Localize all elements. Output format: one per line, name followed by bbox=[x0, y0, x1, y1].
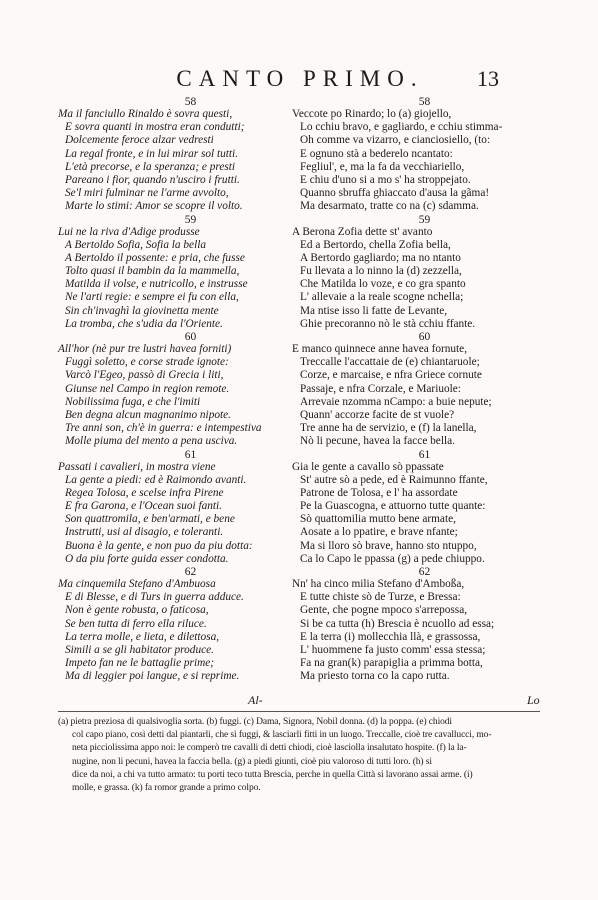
footnotes bbox=[58, 716, 542, 795]
verse-line: Buona è la gente, e non puo da piu dotta: bbox=[65, 539, 253, 552]
verse-line: Gente, che pogne mpoco s'arrepossa, bbox=[300, 604, 468, 617]
verse-line: Impeto fan ne le battaglie prime; bbox=[65, 657, 215, 670]
verse-line: L'età precorse, e la speranza; e presti bbox=[65, 160, 236, 173]
verse-line: E manco quinnece anne havea fornute, bbox=[292, 343, 468, 355]
verse-line: Nn' ha cinco milia Stefano d'Amboßa, bbox=[292, 578, 465, 590]
verse-line: A Bertoldo il possente: e pria, che fusse bbox=[65, 251, 245, 264]
verse-line: Tre anni son, ch'è in guerra: e intempestiva bbox=[65, 422, 262, 435]
verse-line: Sò quattomilia mutto bene armate, bbox=[300, 513, 456, 526]
verse-line: Se'l miri fulminar ne l'arme avvolto, bbox=[65, 187, 229, 200]
verse-line: La tromba, che s'udia da l'Oriente. bbox=[65, 317, 223, 330]
verse-line: Nobilissima fuga, e che l'imiti bbox=[65, 395, 201, 408]
page-number: 13 bbox=[477, 66, 499, 91]
verse-line: Instrutti, usi al disagio, e toleranti. bbox=[65, 526, 224, 539]
verse-line: Ma ntise isso li fatte de Levante, bbox=[300, 304, 448, 317]
verse-line: All'hor (nè pur tre lustri havea forniti) bbox=[58, 343, 232, 355]
verse-line: Passati i cavalieri, in mostra viene bbox=[58, 460, 216, 473]
verse-line: Simili a se gli habitator produce. bbox=[65, 643, 214, 656]
verse-line: Fegliul', e, ma la fa da vecchiariello, bbox=[300, 160, 465, 173]
verse-line: L' huommene fa justo comm' essa stessa; bbox=[300, 643, 486, 656]
verse-line: Ma di leggier poi langue, e si reprime. bbox=[65, 670, 240, 683]
verse-line: Giunse nel Campo in region remote. bbox=[65, 382, 230, 395]
verse-line: Aosate a lo ppatire, e brave nfante; bbox=[300, 526, 458, 539]
verse-line: St' autre sò a pede, ed è Raimunno ffante, bbox=[300, 473, 488, 486]
verse-line: Arrevaie nzomma nCampo: a buie nepute; bbox=[300, 395, 492, 408]
stanza-number: 61 bbox=[418, 448, 431, 461]
verse-line: La gente a piedi: ed è Raimondo avanti. bbox=[65, 473, 247, 486]
verse-line: Ma priesto torna co la capo rutta. bbox=[300, 670, 450, 683]
verse-line: Veccote po Rinardo; lo (a) giojello, bbox=[292, 108, 452, 120]
footnote-line: (a) pietra preziosa di qualsivoglia sorta. (b) fuggi. (c) Dama, Signora, Nobil donna. (d) la poppa. (e) chiodi bbox=[58, 717, 452, 727]
verse-line: Dolcemente feroce alzar vedresti bbox=[65, 134, 214, 147]
verse-line: Tre anne ha de servizio, e (f) la lanella, bbox=[300, 422, 477, 435]
verse-line: Treccalle l'accattaie de (e) chiantaruole; bbox=[300, 356, 480, 369]
stanza-number: 60 bbox=[418, 331, 431, 343]
stanza-number: 58 bbox=[418, 96, 431, 108]
verse-line: E tutte chiste sò de Turze, e Bressa: bbox=[300, 591, 461, 604]
verse-line: E sovra quanti in mostra eran condutti; bbox=[65, 121, 245, 134]
stanza-number: 62 bbox=[184, 566, 197, 578]
verse-line: Pareano i fior, quando n'usciro i frutti. bbox=[65, 173, 240, 186]
verse-line: Fa na gran(k) parapiglia a primma botta, bbox=[300, 657, 483, 670]
footnote-line: dice da noi, a chi va tutto armato: tu porti teco tutta Brescia, perche in quella Città si lavorano assai arme. (i) bbox=[72, 769, 473, 780]
verse-line: La terra molle, e lieta, e dilettosa, bbox=[65, 630, 220, 643]
verse-line: Lo cchiu bravo, e gagliardo, e cchiu stimma- bbox=[300, 121, 503, 134]
verse-line: Ma desarmato, tratte co na (c) sdamma. bbox=[300, 200, 479, 213]
verse-line: Ma si lloro sò brave, hanno sto ntuppo, bbox=[300, 539, 477, 552]
verse-line: Matilda il volse, e nutricollo, e instrusse bbox=[65, 278, 248, 291]
verse-line: E ognuno stà a bederelo ncantato: bbox=[300, 147, 453, 160]
verse-line: A Bertoldo Sofia, Sofia la bella bbox=[65, 238, 206, 251]
footnote-line: neta picciolissima appo noi: le comperò tre cavalli di detti chiodi, cioè lasciolla insalutato hospite. (f) la la- bbox=[72, 743, 467, 754]
verse-line: Patrone de Tolosa, e l' ha assordate bbox=[300, 486, 458, 499]
verse-line: Non è gente robusta, o faticosa, bbox=[65, 604, 209, 617]
verse-line: Varcò l'Egeo, passò di Grecia i liti, bbox=[65, 369, 224, 382]
verse-line: Son quattromila, e ben'armati, e bene bbox=[65, 513, 235, 526]
stanza-number: 61 bbox=[184, 448, 197, 461]
verse-line: Nò li pecune, havea la facce bella. bbox=[300, 435, 455, 448]
stanza-number: 60 bbox=[184, 331, 197, 343]
verse-line: Pe la Guascogna, e attuorno tutte quante: bbox=[300, 500, 486, 513]
footnote-line: nugine, non li pecuni, havea la faccia bella. (g) a piedi giunti, cioè piu valoroso di tutti loro. (h) si bbox=[72, 756, 432, 767]
verse-line: La regal fronte, e in lui mirar sol tutti. bbox=[65, 147, 239, 160]
verse-line: L' allevaie a la reale scogne nchella; bbox=[300, 291, 464, 304]
neapolitan-text-column bbox=[292, 96, 557, 684]
verse-line: Gia le gente a cavallo sò ppassate bbox=[292, 460, 444, 473]
verse-line: Fuggì soletto, e corse strade ignote: bbox=[65, 356, 229, 369]
stanza-number: 59 bbox=[184, 213, 197, 226]
verse-line: Marte lo stimi: Amor se scopre il volto. bbox=[65, 200, 243, 213]
verse-line: Quanno sbruffa ghiaccato d'ausa la gãma! bbox=[300, 187, 490, 200]
verse-line: E di Blesse, e di Turs in guerra adduce. bbox=[65, 591, 244, 604]
italian-text-column bbox=[58, 96, 323, 684]
verse-line: Si be ca tutta (h) Brescia è ncuollo ad essa; bbox=[300, 617, 495, 630]
verse-line: Lui ne la riva d'Adige produsse bbox=[58, 225, 200, 238]
footnote-divider bbox=[58, 711, 540, 712]
verse-line: Molle piuma del mento a pena usciva. bbox=[65, 435, 238, 448]
footnote-line: col capo piano, così detti dal piantarli, che si fuggi, & lasciarli fitti in un luogo. Treccalle, cioè tre cavallucci, mo- bbox=[72, 730, 492, 741]
verse-line: Oh comme va vizarro, e cianciosiello, (to: bbox=[300, 134, 491, 147]
verse-line: A Bertordo gagliardo; ma no ntanto bbox=[300, 251, 461, 264]
stanza-number: 58 bbox=[184, 96, 197, 108]
verse-line: Che Matilda lo voze, e co gra spanto bbox=[300, 278, 466, 291]
verse-line: Ma il fanciullo Rinaldo è sovra questi, bbox=[58, 108, 233, 120]
verse-line: Quann' accorze facite de st vuole? bbox=[300, 408, 455, 421]
verse-line: Sin ch'invaghì la giovinetta mente bbox=[65, 304, 219, 317]
stanza-number: 59 bbox=[418, 213, 431, 226]
verse-line: Regea Tolosa, e scelse infra Pirene bbox=[65, 486, 224, 499]
verse-line: A Berona Zofia dette st' avanto bbox=[292, 225, 433, 238]
verse-line: Ghie precoranno nò le stà cchiu ffante. bbox=[300, 317, 476, 330]
verse-line: Se ben tutta di ferro ella riluce. bbox=[65, 617, 207, 630]
verse-line: Tolto quasi il bambin da la mammella, bbox=[65, 265, 240, 278]
verse-line: Ca lo Capo le ppassa (g) a pede chiuppo. bbox=[300, 552, 485, 565]
footnote-line: molle, e grassa. (k) fa romor grande a primo colpo. bbox=[72, 782, 261, 793]
verse-line: Ed a Bertordo, chella Zofia bella, bbox=[300, 238, 451, 251]
verse-line: Corze, e marcaise, e nfra Griece cornute bbox=[300, 369, 482, 382]
verse-line: E la terra (i) mollecchia llà, e grassossa, bbox=[300, 630, 481, 643]
catchword-right: Lo bbox=[527, 693, 540, 707]
verse-line: Passaje, e nfra Corzale, e Mariuole: bbox=[300, 382, 461, 395]
catchword-left: Al- bbox=[248, 693, 263, 707]
verse-line: Ben degna alcun magnanimo nipote. bbox=[65, 408, 231, 421]
verse-line: Ma cinquemila Stefano d'Ambuosa bbox=[58, 578, 216, 590]
page-title: CANTO PRIMO. bbox=[176, 66, 424, 91]
verse-line: Fu llevata a lo ninno la (d) zezzella, bbox=[300, 265, 462, 278]
stanza-number: 62 bbox=[418, 566, 431, 578]
verse-line: Ne l'arti regie: e sempre ei fu con ella, bbox=[65, 291, 239, 304]
verse-line: E fra Garona, e l'Ocean suoi fanti. bbox=[65, 500, 223, 513]
verse-line: O da piu forte guida esser condotta. bbox=[65, 552, 229, 565]
verse-line: E chiu d'uno si a mo s' ha stroppejato. bbox=[300, 173, 471, 186]
